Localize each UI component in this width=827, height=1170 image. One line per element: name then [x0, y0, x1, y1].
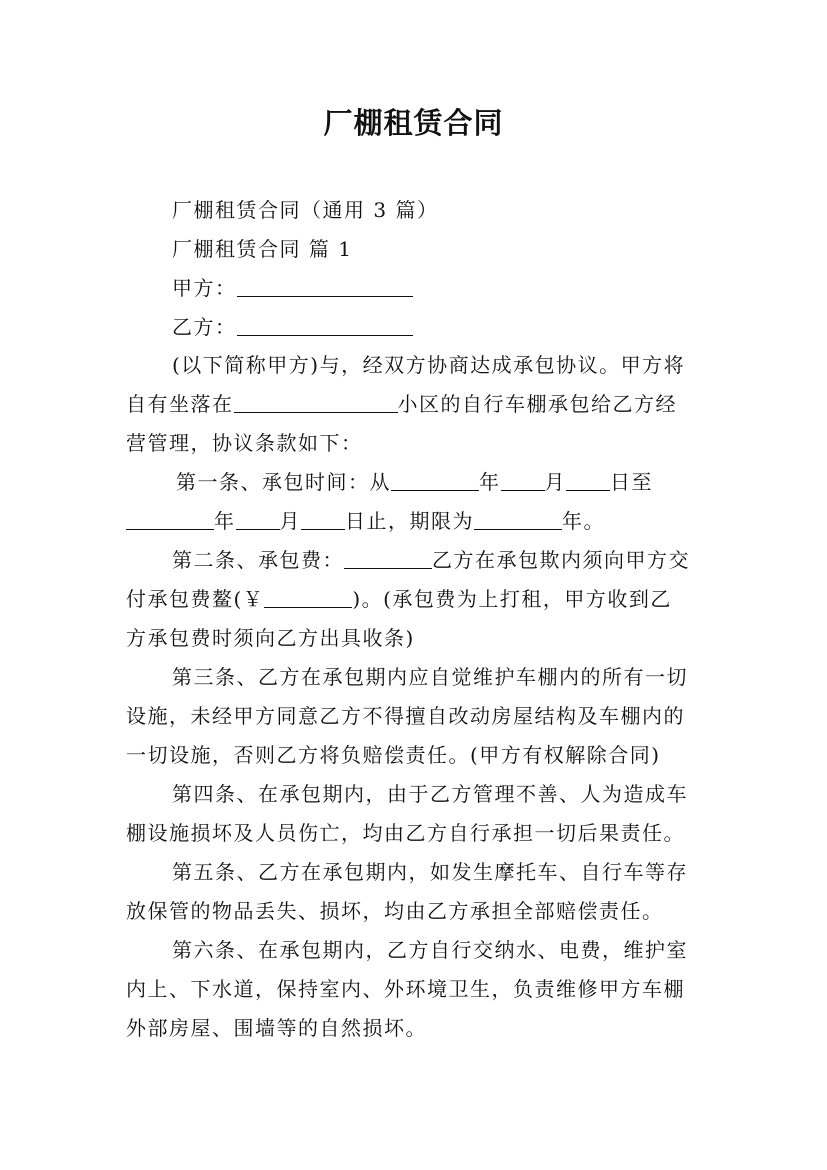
start-month-blank: [501, 470, 545, 491]
fee-blank: [344, 548, 432, 569]
intro-line-1: (以下简称甲方)与，经双方协商达成承包协议。甲方将: [172, 353, 686, 377]
article-4-line-2: 棚设施损坏及人员伤亡，均由乙方自行承担一切后果责任。: [126, 821, 685, 845]
party-a-line: [172, 273, 413, 303]
article-3-line-2: 设施，未经甲方同意乙方不得擅自改动房屋结构及车棚内的: [126, 704, 685, 728]
article-4-line-1: 第四条、在承包期内，由于乙方管理不善、人为造成车: [172, 782, 688, 806]
party-b-blank: [237, 315, 413, 336]
article-2-line-2: [126, 584, 672, 614]
document-subtitle: 厂棚租赁合同（通用 3 篇）: [172, 198, 439, 222]
article-6-line-1: 第六条、在承包期内，乙方自行交纳水、电费，维护室: [172, 938, 688, 962]
term-label: 日止，期限为: [345, 509, 474, 533]
article-5-line-1: 第五条、乙方在承包期内，如发生摩托车、自行车等存: [172, 860, 688, 884]
month-label: 月: [544, 470, 566, 494]
article-1-start: 第一条、承包时间：从: [176, 470, 391, 494]
start-day-blank: [566, 470, 610, 491]
end-month-blank: [236, 509, 280, 530]
article-1-line-2: [126, 506, 605, 536]
article-3-line-1: 第三条、乙方在承包期内应自觉维护车棚内的所有一切: [172, 665, 688, 689]
article-6-line-3: 外部房屋、围墙等的自然损坏。: [126, 1016, 427, 1040]
article-5-line-2: 放保管的物品丢失、损坏，均由乙方承担全部赔偿责任。: [126, 899, 664, 923]
article-1-line-1: [176, 467, 653, 497]
start-year-blank: [391, 470, 479, 491]
location-blank: [234, 392, 398, 413]
day-to-label: 日至: [610, 470, 653, 494]
article-2-rest: 乙方在承包欺内须向甲方交: [432, 548, 690, 572]
year-label: 年: [479, 470, 501, 494]
party-b-line: [172, 312, 413, 342]
article-2-line-3: 方承包费时须向乙方出具收条): [126, 626, 415, 650]
fee-amount-end: )。(承包费为上打租，甲方收到乙: [352, 587, 672, 611]
article-2-line-1: [172, 545, 690, 575]
end-day-blank: [301, 509, 345, 530]
end-year-blank: [126, 509, 214, 530]
end-year-label: 年: [214, 509, 236, 533]
term-years-label: 年。: [562, 509, 605, 533]
fee-amount-blank: [264, 587, 352, 608]
party-a-label: 甲方：: [172, 276, 237, 300]
party-a-blank: [237, 276, 413, 297]
intro-line-2-end: 小区的自行车棚承包给乙方经: [397, 392, 677, 416]
term-blank: [474, 509, 562, 530]
fee-amount-start: 付承包费鳌(￥: [126, 587, 265, 611]
end-month-label: 月: [279, 509, 301, 533]
intro-line-2-start: 自有坐落在: [126, 392, 234, 416]
intro-line-2: [126, 389, 677, 419]
article-3-line-3: 一切设施，否则乙方将负赔偿责任。(甲方有权解除合同): [126, 743, 661, 767]
article-2-start: 第二条、承包费：: [172, 548, 344, 572]
party-b-label: 乙方：: [172, 315, 237, 339]
intro-line-3: 营管理，协议条款如下：: [126, 431, 363, 455]
document-title: 厂棚租赁合同: [323, 106, 504, 140]
section-heading: 厂棚租赁合同 篇 1: [172, 237, 353, 261]
article-6-line-2: 内上、下水道，保持室内、外环境卫生，负责维修甲方车棚: [126, 977, 685, 1001]
